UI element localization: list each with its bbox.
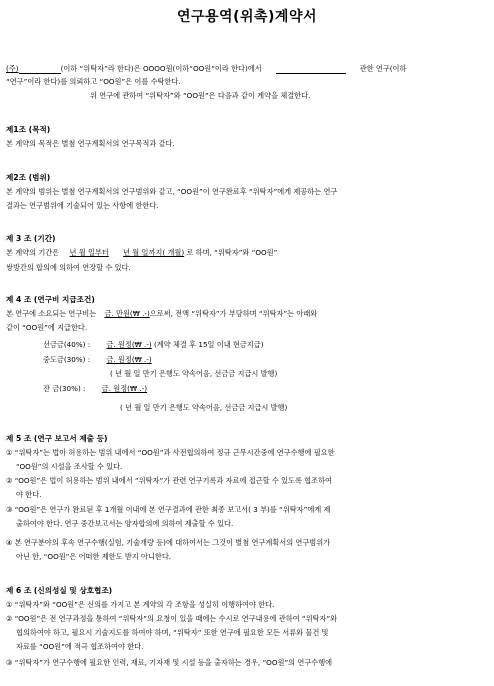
payment-row-advance [43, 340, 264, 350]
article-6-item-2-line-2: 협의하여야 하고, 필요시 기술지도를 하여야 하며, “위탁자” 또한 연구에 필요한 모든 서류와 물건 및 [16, 628, 329, 637]
payment-note-balance: ( 년 월 일 만기 은행도 약속어음, 선금금 지급시 발행) [120, 403, 288, 412]
article-5-item-1-line-1: ① “위탁자”는 법이 허용하는 범위 내에서 “OO원”과 사전협의하여 정규 근무시간중에 연구수행에 필요한 [6, 448, 335, 457]
article-4-line-1 [6, 309, 317, 319]
article-6-item-2-line-1: ② “OO원”은 전 연구과정을 통하여 “위탁자”의 요청이 있을 때에는 수시로 연구내용에 관하여 “위탁자”와 [6, 614, 338, 623]
article-5-item-1-line-2: “OO원”의 시설을 조사할 수 있다. [16, 462, 123, 471]
article-2-line-2: 결과는 연구범위에 기술되어 있는 사항에 한한다. [6, 201, 159, 210]
intro-line-3: 위 연구에 관하여 “위탁자”와 “OO원”은 다음과 같이 계약을 체결한다. [90, 91, 311, 100]
article-3-line-2: 쌍방간의 합의에 의하여 연장할 수 있다. [6, 263, 131, 272]
article-5-item-4-line-2: 아닌 한, “OO원”은 어떠한 제한도 받지 아니한다. [16, 552, 172, 561]
article-1-body: 본 계약의 목적은 별첨 연구계획서의 연구목적과 같다. [6, 139, 175, 148]
intro-text: (이하 “위탁자”라 한다)은 OOOO원(이하“OO원”이라 한다)에서 [60, 64, 262, 73]
page-title: 연구용역(위촉)계약서 [176, 9, 317, 25]
article-1-heading: 제1조 (목적) [6, 125, 51, 134]
article-5-item-3-line-1: ③ “OO원”은 연구가 완료된 후 1개월 이내에 본 연구결과에 관한 최종 보고서( 3 부)를 “위탁자”에게 제 [6, 505, 331, 514]
payment-note: (계약 체결 후 15일 이내 현금지급) [154, 340, 264, 349]
payment-row-balance [43, 384, 147, 394]
art3-end-date: 년 월 일까지( 개월) [123, 248, 185, 257]
article-3-heading: 제 3 조 (기간) [6, 234, 56, 243]
article-5-item-2-line-2: 야 한다. [16, 490, 42, 499]
payment-note-interim: ( 년 월 일 만기 은행도 약속어음, 선금금 지급시 발행) [110, 369, 278, 378]
art3-text-a: 본 계약의 기간은 [6, 248, 60, 257]
art4-text-a: 본 연구에 소요되는 연구비는 [6, 309, 97, 318]
company-blank [19, 65, 61, 74]
topic-blank [276, 65, 346, 74]
payment-label: 잔 금(30%) : [43, 384, 86, 393]
intro-line-1 [6, 64, 406, 74]
article-4-heading: 제 4 조 (연구비 지급조건) [6, 295, 95, 304]
intro-text-2: 관한 연구(이하 [359, 64, 407, 73]
art4-total-amount: 금. 만원(₩ .-) [104, 309, 150, 318]
payment-amount: 금. 원정(₩ .-) [106, 355, 152, 364]
article-2-heading: 제2조 (범위) [6, 173, 51, 182]
art3-text-d: 로 하며, “위탁자”와 “OO원” [186, 248, 278, 257]
article-6-heading: 제 6 조 (신의성실 및 상호협조) [6, 586, 113, 595]
article-3-line-1 [6, 248, 277, 258]
article-6-item-2-line-3: 자료를 “OO원”에 적극 협조하여야 한다. [16, 642, 144, 651]
payment-label: 중도금(30%) : [43, 355, 91, 364]
article-5-heading: 제 5 조 (연구 보고서 제출 등) [6, 434, 108, 443]
article-6-item-1: ① “위탁자”와 “OO원”은 신의를 가지고 본 계약의 각 조항을 성실히 이행하여야 한다. [6, 600, 275, 609]
art3-start-date: 년 월 일부터 [69, 248, 109, 257]
article-6-item-3-line-1: ③ “위탁자”가 연구수행에 필요한 인력, 재료, 기자재 및 시설 등을 출자하는 경우, “OO원”의 연구수행에 [6, 658, 333, 667]
payment-amount: 금. 원정(₩ .-) [106, 340, 152, 349]
payment-row-interim [43, 355, 152, 365]
article-2-line-1: 본 계약의 범위는 별첨 연구계획서의 연구범위와 같고, “OO원”이 연구완료후 “위탁자”에게 제공하는 연구 [6, 187, 338, 196]
payment-label: 선금금(40%) : [43, 340, 91, 349]
intro-line-2: “연구”이라 한다)를 의뢰하고 “OO원”은 이를 수탁한다. [6, 77, 181, 86]
art4-text-c: 으로써, 전액 “위탁자”가 부담하며 “위탁자”는 아래와 [149, 309, 318, 318]
article-5-item-3-line-2: 출하여야 한다. 연구 중간보고서는 양자합의에 의하여 제출할 수 있다. [16, 519, 234, 528]
article-5-item-2-line-1: ② “OO원”은 법이 허용하는 범위 내에서 “위탁자”가 관련 연구기록과 자료에 접근할 수 있도록 협조하여 [6, 476, 332, 485]
company-field: (주) [6, 64, 19, 73]
payment-amount: 금. 원정(₩ .-) [101, 384, 148, 393]
article-4-line-2: 같이 “OO원”에 지급한다. [6, 323, 88, 332]
article-5-item-4-line-1: ④ 본 연구분야의 후속 연구수행(실험, 기술개량 등)에 대하여서는 그것이 별첨 연구계획서의 연구범위가 [6, 538, 331, 547]
